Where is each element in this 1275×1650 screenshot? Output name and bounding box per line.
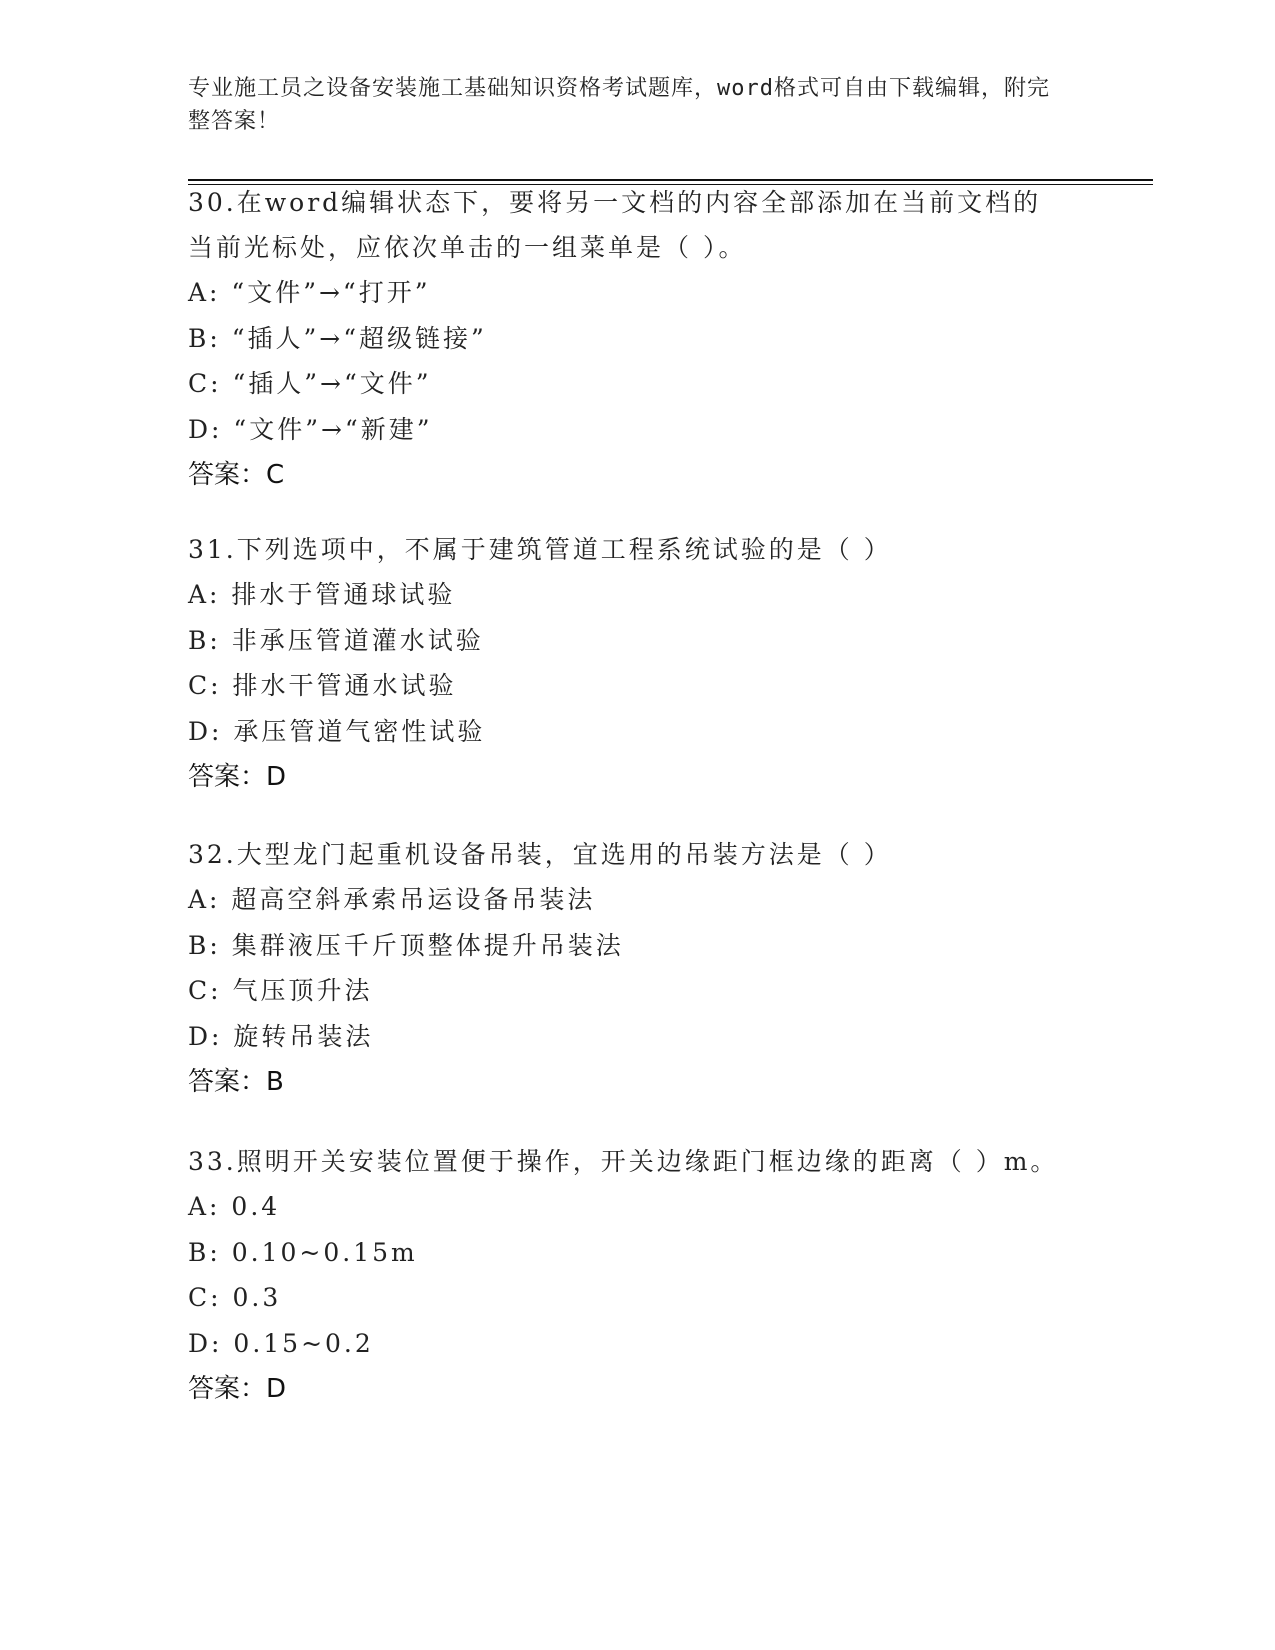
option-d: D: “文件”→“新建” (188, 414, 433, 444)
question-stem: 30.在word编辑状态下，要将另一文档的内容全部添加在当前文档的当前光标处，应依次单击的一组菜单是（ ）。 (188, 188, 1042, 262)
question-item (188, 180, 1153, 498)
option-a: A: “文件”→“打开” (188, 278, 431, 307)
option-a: A: 0.4 (188, 1192, 281, 1221)
answer-label: 答案：C (188, 460, 285, 490)
option-b: B: “插人”→“超级链接” (188, 323, 487, 353)
option-b: B: 0.10~0.15m (188, 1237, 418, 1267)
question-stem: 33.照明开关安装位置便于操作，开关边缘距门框边缘的距离（ ）m。 (188, 1147, 1059, 1176)
answer-label: 答案：B (188, 1067, 284, 1097)
option-c: C: 0.3 (188, 1283, 282, 1312)
option-c: C: “插人”→“文件” (188, 369, 432, 398)
question-stem: 31.下列选项中，不属于建筑管道工程系统试验的是（ ） (188, 535, 892, 564)
option-d: D: 0.15~0.2 (188, 1328, 374, 1358)
question-item (188, 527, 1153, 800)
option-c: C: 排水干管通水试验 (188, 671, 457, 700)
answer-label: 答案：D (188, 1374, 287, 1404)
option-d: D: 旋转吊装法 (188, 1021, 374, 1051)
option-b: B: 非承压管道灌水试验 (188, 625, 484, 655)
option-a: A: 排水于管通球试验 (188, 580, 456, 609)
option-b: B: 集群液压千斤顶整体提升吊装法 (188, 930, 624, 960)
option-d: D: 承压管道气密性试验 (188, 716, 486, 746)
option-a: A: 超高空斜承索吊运设备吊装法 (188, 885, 596, 914)
document-header: 专业施工员之设备安装施工基础知识资格考试题库，word格式可自由下载编辑，附完整答案！ (188, 76, 1050, 134)
option-c: C: 气压顶升法 (188, 976, 373, 1005)
question-item (188, 832, 1153, 1105)
answer-label: 答案：D (188, 762, 287, 792)
question-stem: 32.大型龙门起重机设备吊装，宜选用的吊装方法是（ ） (188, 840, 892, 869)
question-item (188, 1139, 1153, 1412)
